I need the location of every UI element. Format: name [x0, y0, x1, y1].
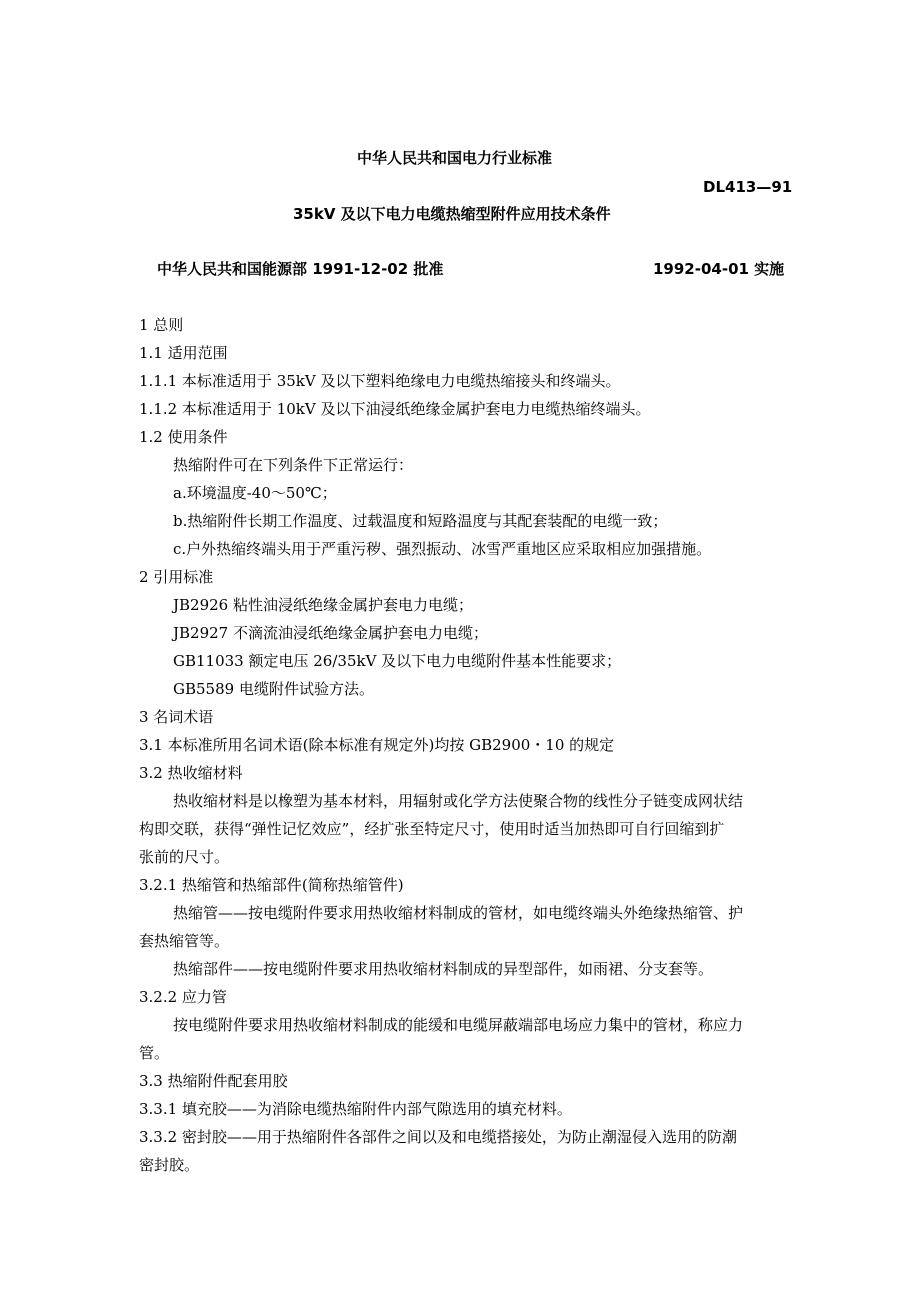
- paragraph-heat-tube-line: 热缩管——按电缆附件要求用热收缩材料制成的管材，如电缆终端头外绝缘热缩管、护: [173, 904, 744, 922]
- condition-a: a.环境温度-40～50℃；: [173, 484, 337, 502]
- reference-item: GB11033 额定电压 26/35kV 及以下电力电缆附件基本性能要求；: [173, 652, 622, 670]
- standard-code: DL413—91: [703, 178, 793, 196]
- clause-3-3-2-line: 3.3.2 密封胶——用于热缩附件各部件之间以及和电缆搭接处，为防止潮湿侵入选用的防潮: [139, 1128, 737, 1146]
- clause-3-1: 3.1 本标准所用名词术语(除本标准有规定外)均按 GB2900・10 的规定: [139, 736, 615, 754]
- paragraph-3-2-line: 张前的尺寸。: [139, 848, 230, 866]
- condition-b: b.热缩附件长期工作温度、过载温度和短路温度与其配套装配的电缆一致；: [173, 512, 668, 530]
- paragraph-stress-tube-line: 按电缆附件要求用热收缩材料制成的能缓和电缆屏蔽端部电场应力集中的管材，称应力: [173, 1016, 744, 1034]
- paragraph-heat-parts: 热缩部件——按电缆附件要求用热收缩材料制成的异型部件，如雨裙、分支套等。: [173, 960, 714, 978]
- section-1-heading: 1 总则: [139, 316, 184, 334]
- clause-3-3-2-line: 密封胶。: [139, 1156, 200, 1174]
- reference-item: GB5589 电缆附件试验方法。: [173, 680, 374, 698]
- section-3-2-heading: 3.2 热收缩材料: [139, 764, 243, 782]
- clause-1-1-2: 1.1.2 本标准适用于 10kV 及以下油浸纸绝缘金属护套电力电缆热缩终端头。: [139, 400, 651, 418]
- paragraph-stress-tube-line: 管。: [139, 1044, 170, 1062]
- clause-1-1-1: 1.1.1 本标准适用于 35kV 及以下塑料绝缘电力电缆热缩接头和终端头。: [139, 372, 621, 390]
- effective-date: 1992-04-01 实施: [653, 260, 785, 278]
- section-3-2-2-heading: 3.2.2 应力管: [139, 988, 227, 1006]
- section-3-3-heading: 3.3 热缩附件配套用胶: [139, 1072, 288, 1090]
- section-1-2-heading: 1.2 使用条件: [139, 428, 228, 446]
- reference-item: JB2926 粘性油浸纸绝缘金属护套电力电缆；: [173, 596, 473, 614]
- section-2-heading: 2 引用标准: [139, 568, 214, 586]
- standard-org-heading: 中华人民共和国电力行业标准: [357, 149, 553, 167]
- reference-item: JB2927 不滴流油浸纸绝缘金属护套电力电缆；: [173, 624, 488, 642]
- paragraph-3-2-line: 热收缩材料是以橡塑为基本材料，用辐射或化学方法使聚合物的线性分子链变成网状结: [173, 792, 744, 810]
- section-3-2-1-heading: 3.2.1 热缩管和热缩部件(简称热缩管件): [139, 876, 404, 894]
- paragraph-3-2-line: 构即交联，获得“弹性记忆效应”，经扩张至特定尺寸，使用时适当加热即可自行回缩到扩: [139, 820, 725, 838]
- section-1-1-heading: 1.1 适用范围: [139, 344, 228, 362]
- condition-c: c.户外热缩终端头用于严重污秽、强烈振动、冰雪严重地区应采取相应加强措施。: [173, 540, 712, 558]
- document-title: 35kV 及以下电力电缆热缩型附件应用技术条件: [293, 205, 611, 223]
- clause-3-3-1: 3.3.1 填充胶——为消除电缆热缩附件内部气隙选用的填充材料。: [139, 1100, 572, 1118]
- section-3-heading: 3 名词术语: [139, 708, 214, 726]
- conditions-intro: 热缩附件可在下列条件下正常运行：: [173, 456, 414, 474]
- approval-line: 中华人民共和国能源部 1991-12-02 批准: [157, 260, 444, 278]
- paragraph-heat-tube-line: 套热缩管等。: [139, 932, 230, 950]
